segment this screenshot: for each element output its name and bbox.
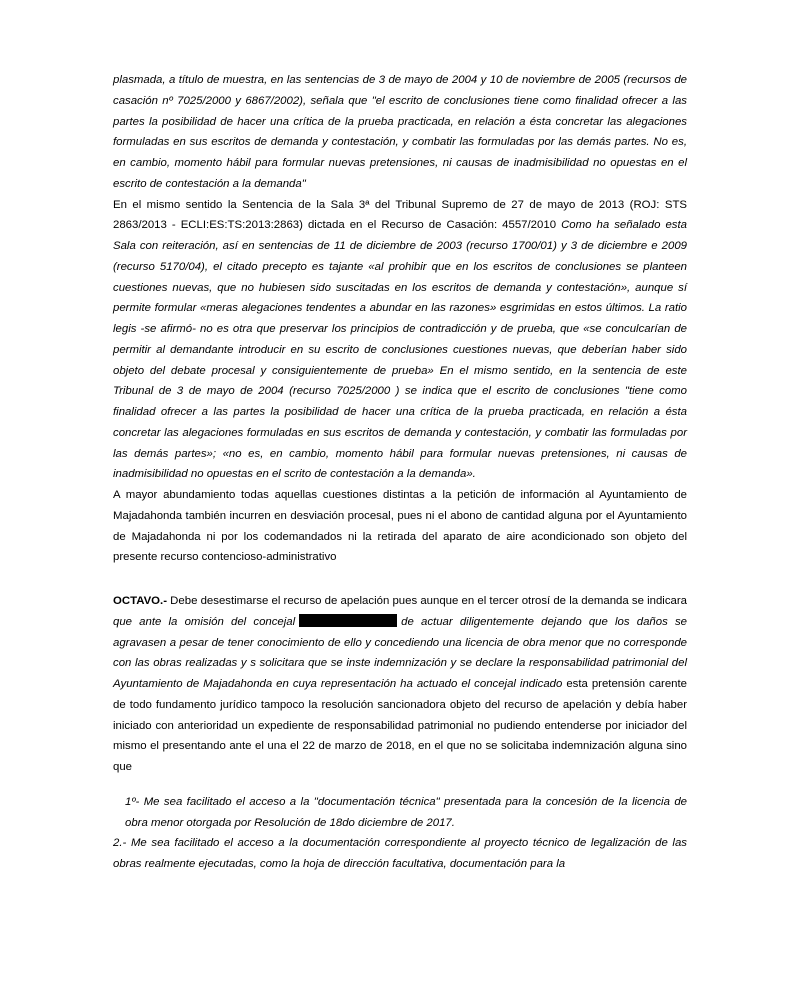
redaction-bar [299, 614, 397, 627]
paragraph-octavo-text-c: de actuar diligentemente dejando que los daños se agravasen a pesar de tener conocimiento de ello y concediendo una licencia de obra menor que no corresponde con las obras realizadas y s solicitara que se inste indemnización y se declare la responsabilidad patrimonial del Ayuntamiento de Majadahonda en cuya representación ha actuado el concejal indicado [113, 615, 687, 690]
paragraph-octavo-text-a: Debe desestimarse el recurso de apelación pues aunque en el tercer otrosí de la demanda se indicara [167, 595, 687, 607]
list-item-1: 1º- Me sea facilitado el acceso a la "documentación técnica" presentada para la concesión de la licencia de obra menor otorgada por Resolución de 18do diciembre de 2017. [125, 795, 687, 829]
spacer [113, 568, 687, 591]
paragraph-desviacion-procesal: A mayor abundamiento todas aquellas cuestiones distintas a la petición de información al Ayuntamiento de Majadahonda también incurren en desviación procesal, pues ni el abono de cantidad alguna por el Ayuntamiento de Majadahonda ni por los codemandados ni la retirada del aparato de aire acondicionado son objeto del presente recurso contencioso-administrativo [113, 489, 687, 564]
paragraph-quote-conclusiones: plasmada, a título de muestra, en las sentencias de 3 de mayo de 2004 y 10 de noviembre de 2005 (recursos de casación nº 7025/2000 y 6867/2002), señala que "el escrito de conclusiones tiene como finalidad ofrecer a las partes la posibilidad de hacer una crítica de la prueba practicada, en relación a ésta concretar las alegaciones formuladas en sus escritos de demanda y contestación, y combatir las formuladas por las demás partes. No es, en cambio, momento hábil para formular nuevas pretensiones, ni causas de inadmisibilidad no opuestas en el escrito de contestación a la demanda" [113, 74, 687, 190]
section-heading-octavo: OCTAVO.- [113, 595, 167, 607]
document-page [113, 70, 687, 875]
paragraph-sentencia-2013 [113, 195, 687, 486]
paragraph-sentencia-2013-quote: Como ha señalado esta Sala con reiteración, así en sentencias de 11 de diciembre de 2003 (recurso 1700/01) y 3 de diciembre e 2009 (recurso 5170/04), el citado precepto es tajante «al prohibir que en los escritos de conclusiones se planteen cuestiones nuevas, que no hubiesen sido suscitadas en los escritos de demanda y contestación», aunque sí permite formular «meras alegaciones tendentes a abundar en las razones» esgrimidas en estos últimos. La ratio legis -se afirmó- no es otra que preservar los principios de contradicción y de prueba, que «se conculcarían de permitir al demandante introducir en su escrito de conclusiones cuestiones nuevas, que deberían haber sido objeto del debate procesal y consiguientemente de prueba» En el mismo sentido, en la sentencia de este Tribunal de 3 de mayo de 2004 (recurso 7025/2000 ) se indica que el escrito de conclusiones "tiene como finalidad ofrecer a las partes la posibilidad de hacer una crítica de la prueba practicada, en relación a ésta concretar las alegaciones formuladas en sus escritos de demanda y contestación, y combatir las formuladas por las demás partes»; «no es, en cambio, momento hábil para formular nuevas pretensiones, ni causas de inadmisibilidad no opuestas en el scrito de contestación a la demanda». [113, 219, 687, 481]
paragraph-octavo [113, 591, 687, 778]
spacer [113, 778, 687, 792]
paragraph-octavo-text-d: esta pretensión carente de todo fundamento jurídico tampoco la resolución sancionadora objeto del recurso de apelación y debía haber iniciado con anterioridad un expediente de responsabilidad patrimonial no pudiendo entenderse por iniciador del mismo el presentando ante el una el 22 de marzo de 2018, en el que no se solicitaba indemnización alguna sino que [113, 678, 687, 773]
paragraph-octavo-text-b: que ante la omisión del concejal [113, 615, 296, 628]
list-item-2: 2.- Me sea facilitado el acceso a la documentación correspondiente al proyecto técnico de legalización de las obras realmente ejecutadas, como la hoja de dirección facultativa, documentación para la [113, 837, 687, 870]
paragraph-sentencia-2013-intro: En el mismo sentido la Sentencia de la Sala 3ª del Tribunal Supremo de 27 de mayo de 2013 (ROJ: STS 2863/2013 - ECLI:ES:TS:2013:2863) dictada en el Recurso de Casación: 4557/2010 [113, 198, 687, 232]
